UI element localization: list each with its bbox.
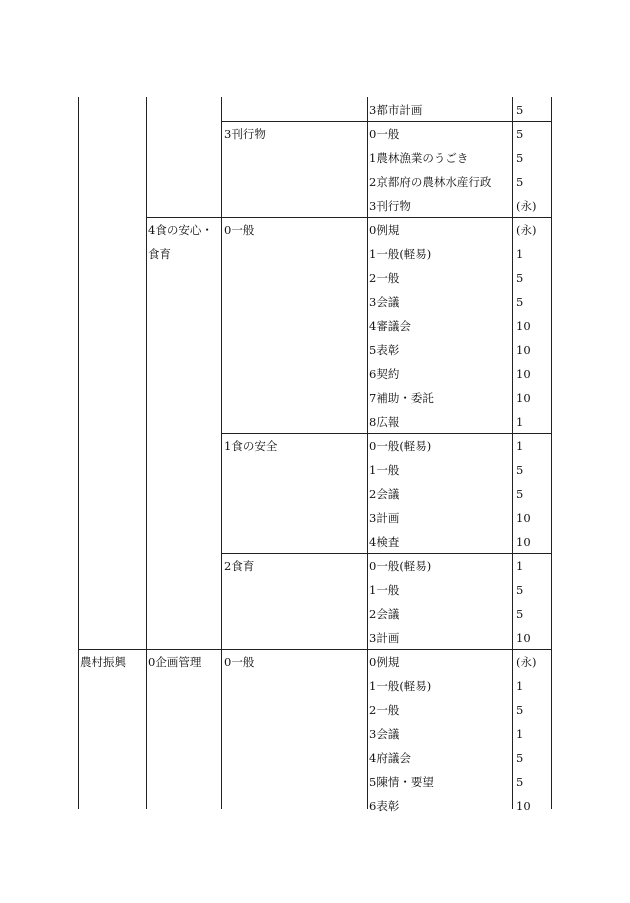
retention-cell: 1 [516, 559, 524, 573]
item-cell: 2京都府の農林水産行政 [369, 175, 492, 189]
category-cell: 農村振興 [80, 655, 126, 669]
item-cell: 5陳情・要望 [369, 775, 434, 789]
retention-cell: 1 [516, 679, 524, 693]
column-rule [512, 97, 513, 809]
item-cell: 3都市計画 [369, 103, 423, 117]
retention-cell: 5 [516, 751, 524, 765]
retention-cell: 10 [516, 535, 531, 549]
column-rule [78, 97, 79, 809]
retention-cell: 5 [516, 271, 524, 285]
retention-cell: 1 [516, 247, 524, 261]
item-cell: 4審議会 [369, 319, 411, 333]
retention-cell: 5 [516, 607, 524, 621]
item-cell: 1農林漁業のうごき [369, 151, 469, 165]
item-cell: 2会議 [369, 607, 400, 621]
retention-cell: 10 [516, 367, 531, 381]
item-cell: 1一般(軽易) [369, 247, 432, 261]
item-cell: 3計画 [369, 631, 400, 645]
item-cell: 7補助・委託 [369, 391, 434, 405]
column-rule [221, 97, 222, 809]
retention-cell: 10 [516, 799, 531, 813]
column-rule [367, 97, 368, 809]
group-cell: 0一般 [224, 223, 255, 237]
item-cell: 2一般 [369, 271, 400, 285]
group-cell: 1食の安全 [224, 439, 278, 453]
retention-cell: 10 [516, 511, 531, 525]
column-rule [551, 97, 552, 809]
retention-cell: (永) [516, 655, 537, 669]
row-rule [221, 433, 552, 434]
retention-cell: 5 [516, 583, 524, 597]
item-cell: 5表彰 [369, 343, 400, 357]
retention-cell: 10 [516, 391, 531, 405]
item-cell: 3計画 [369, 511, 400, 525]
retention-cell: 5 [516, 487, 524, 501]
item-cell: 1一般(軽易) [369, 679, 432, 693]
item-cell: 4府議会 [369, 751, 411, 765]
item-cell: 2一般 [369, 703, 400, 717]
retention-cell: 5 [516, 151, 524, 165]
column-rule [146, 97, 147, 809]
retention-cell: 1 [516, 439, 524, 453]
item-cell: 4検査 [369, 535, 400, 549]
item-cell: 6契約 [369, 367, 400, 381]
item-cell: 3刊行物 [369, 199, 411, 213]
row-rule [221, 553, 552, 554]
retention-cell: 5 [516, 463, 524, 477]
item-cell: 1一般 [369, 463, 400, 477]
subcategory-cell: 食育 [148, 247, 171, 261]
retention-cell: 10 [516, 343, 531, 357]
item-cell: 2会議 [369, 487, 400, 501]
retention-cell: 1 [516, 727, 524, 741]
item-cell: 6表彰 [369, 799, 400, 813]
retention-cell: 5 [516, 703, 524, 717]
item-cell: 0例規 [369, 223, 400, 237]
retention-cell: (永) [516, 223, 537, 237]
item-cell: 0一般 [369, 127, 400, 141]
item-cell: 3会議 [369, 727, 400, 741]
group-cell: 0一般 [224, 655, 255, 669]
group-cell: 3刊行物 [224, 127, 266, 141]
retention-cell: 1 [516, 415, 524, 429]
retention-cell: 5 [516, 103, 524, 117]
item-cell: 1一般 [369, 583, 400, 597]
row-rule [221, 121, 552, 122]
retention-cell: 10 [516, 319, 531, 333]
row-rule [146, 217, 552, 218]
retention-cell: (永) [516, 199, 537, 213]
subcategory-cell: 0企画管理 [148, 655, 202, 669]
group-cell: 2食育 [224, 559, 255, 573]
row-rule [78, 649, 552, 650]
item-cell: 0一般(軽易) [369, 439, 432, 453]
item-cell: 0一般(軽易) [369, 559, 432, 573]
retention-cell: 5 [516, 295, 524, 309]
item-cell: 0例規 [369, 655, 400, 669]
item-cell: 8広報 [369, 415, 400, 429]
retention-cell: 5 [516, 175, 524, 189]
retention-cell: 5 [516, 775, 524, 789]
subcategory-cell: 4食の安心・ [148, 223, 213, 237]
retention-cell: 5 [516, 127, 524, 141]
retention-cell: 10 [516, 631, 531, 645]
item-cell: 3会議 [369, 295, 400, 309]
